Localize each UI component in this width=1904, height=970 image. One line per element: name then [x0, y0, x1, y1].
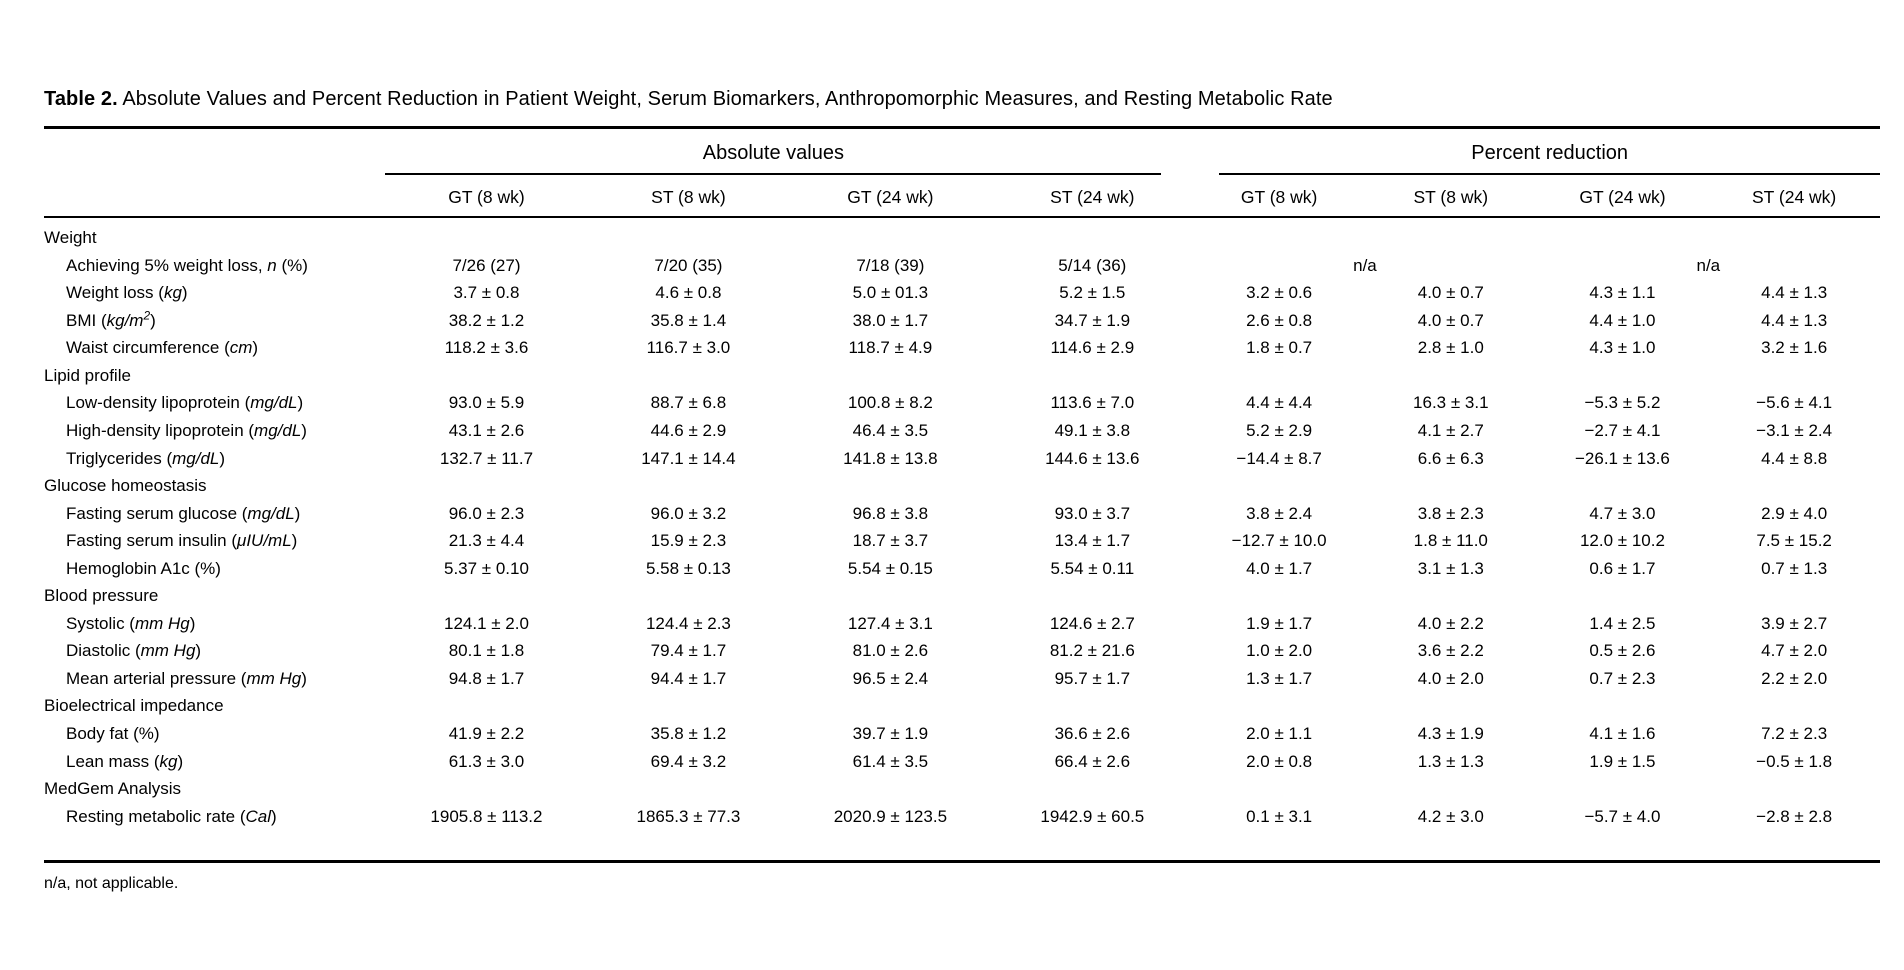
value-cell: 4.0 ± 0.7	[1417, 310, 1484, 330]
value-cell: 116.7 ± 3.0	[646, 338, 731, 358]
row-label-part: Systolic (	[66, 613, 135, 633]
row-label-part: )	[189, 613, 196, 633]
value-cell: 118.2 ± 3.6	[444, 338, 529, 358]
row-label-part: mg/dL	[250, 393, 298, 413]
section-row	[44, 362, 1880, 390]
section-label: MedGem Analysis	[44, 779, 181, 799]
data-row	[44, 417, 1880, 445]
value-cell: 34.7 ± 1.9	[1054, 310, 1131, 330]
row-label-part: mg/dL	[247, 503, 295, 523]
value-cell: 94.8 ± 1.7	[448, 668, 525, 688]
value-cell: 5.54 ± 0.15	[847, 558, 933, 578]
value-cell: 0.7 ± 1.3	[1761, 558, 1828, 578]
value-cell: 4.0 ± 2.0	[1417, 668, 1484, 688]
row-label	[44, 445, 385, 473]
row-label-part: High-density lipoprotein (	[66, 420, 255, 440]
data-row	[44, 527, 1880, 555]
row-label	[44, 665, 385, 693]
row-label	[44, 555, 385, 583]
value-cell: −12.7 ± 10.0	[1231, 531, 1327, 551]
value-cell: 95.7 ± 1.7	[1054, 668, 1131, 688]
value-cell: 1.8 ± 11.0	[1413, 531, 1488, 551]
value-cell: 1.3 ± 1.7	[1246, 668, 1313, 688]
data-row	[44, 555, 1880, 583]
value-cell: 2.2 ± 2.0	[1761, 668, 1828, 688]
row-label-part: Weight loss (	[66, 283, 164, 303]
row-label-part: μIU/mL	[237, 531, 292, 551]
value-cell: 15.9 ± 2.3	[650, 531, 727, 551]
row-label	[44, 610, 385, 638]
row-label-part: )	[252, 338, 259, 358]
data-row	[44, 307, 1880, 335]
row-label-part: 2	[143, 308, 151, 323]
section-label: Lipid profile	[44, 365, 131, 385]
value-cell: −5.3 ± 5.2	[1584, 393, 1661, 413]
value-cell: −3.1 ± 2.4	[1756, 420, 1833, 440]
value-cell: 36.6 ± 2.6	[1054, 723, 1131, 743]
value-cell: 4.0 ± 0.7	[1417, 283, 1484, 303]
column-header: ST (24 wk)	[1708, 175, 1880, 217]
value-cell: 4.4 ± 8.8	[1761, 448, 1828, 468]
table-header	[44, 138, 1880, 217]
row-label-part: mg/dL	[254, 420, 302, 440]
row-label-part: mm Hg	[246, 668, 302, 688]
value-cell: 7/26 (27)	[452, 255, 521, 275]
row-label	[44, 279, 385, 307]
column-header: GT (24 wk)	[789, 175, 991, 217]
value-cell: 144.6 ± 13.6	[1045, 448, 1140, 468]
value-cell: 96.0 ± 2.3	[448, 503, 525, 523]
value-cell: 80.1 ± 1.8	[448, 641, 525, 661]
value-cell: 7.5 ± 15.2	[1756, 531, 1832, 551]
row-label-part: Achieving 5% weight loss,	[66, 255, 268, 275]
value-cell: 44.6 ± 2.9	[650, 420, 727, 440]
table-frame	[44, 126, 1880, 863]
row-label-part: kg	[163, 283, 182, 303]
stub-cell	[44, 138, 385, 175]
value-cell: 0.5 ± 2.6	[1589, 641, 1656, 661]
row-label-part: )	[181, 283, 188, 303]
row-label	[44, 500, 385, 528]
table-body	[44, 217, 1880, 830]
section-row	[44, 217, 1880, 252]
value-cell: 96.5 ± 2.4	[852, 668, 929, 688]
row-label	[44, 637, 385, 665]
value-cell: 4.0 ± 1.7	[1246, 558, 1313, 578]
group-label: Percent reduction	[1219, 142, 1880, 175]
data-row	[44, 279, 1880, 307]
row-label-part: Fasting serum glucose (	[66, 503, 248, 523]
row-label	[44, 527, 385, 555]
value-cell: 7/20 (35)	[654, 255, 723, 275]
value-cell: n/a	[1353, 255, 1377, 275]
row-label-part: mm Hg	[140, 641, 196, 661]
value-cell: 3.2 ± 0.6	[1246, 283, 1313, 303]
column-header-row	[44, 175, 1880, 217]
value-cell: 41.9 ± 2.2	[448, 723, 525, 743]
value-cell: 21.3 ± 4.4	[448, 531, 525, 551]
row-label-part: )	[291, 531, 298, 551]
value-cell: 81.0 ± 2.6	[852, 641, 929, 661]
column-header: ST (8 wk)	[1365, 175, 1537, 217]
column-header: ST (24 wk)	[991, 175, 1193, 217]
value-cell: 114.6 ± 2.9	[1050, 338, 1135, 358]
data-row	[44, 445, 1880, 473]
value-cell: 5.58 ± 0.13	[645, 558, 731, 578]
value-cell: 5.0 ± 01.3	[852, 283, 929, 303]
value-cell: 0.6 ± 1.7	[1589, 558, 1656, 578]
value-cell: 0.7 ± 2.3	[1589, 668, 1656, 688]
row-label-part: cm	[229, 338, 253, 358]
value-cell: 43.1 ± 2.6	[448, 420, 525, 440]
section-row	[44, 582, 1880, 610]
row-label	[44, 334, 385, 362]
row-label-part: kg	[159, 751, 178, 771]
row-label	[44, 417, 385, 445]
value-cell: 1942.9 ± 60.5	[1040, 806, 1145, 826]
row-label-part: )	[219, 448, 226, 468]
row-label-part: Lean mass (	[66, 751, 160, 771]
row-label-part: )	[294, 503, 301, 523]
value-cell: 7/18 (39)	[856, 255, 925, 275]
row-label	[44, 389, 385, 417]
value-cell: 46.4 ± 3.5	[852, 420, 929, 440]
footnote: n/a, not applicable.	[44, 875, 179, 893]
value-cell: 147.1 ± 14.4	[641, 448, 736, 468]
value-cell: 3.6 ± 2.2	[1417, 641, 1484, 661]
value-cell: 2.9 ± 4.0	[1761, 503, 1828, 523]
value-cell: 4.6 ± 0.8	[655, 283, 722, 303]
row-label-part: )	[150, 310, 156, 330]
column-header: GT (8 wk)	[1193, 175, 1365, 217]
row-label-part: Body fat (%)	[66, 723, 160, 743]
row-label-part: Low-density lipoprotein (	[66, 393, 251, 413]
row-label-part: )	[301, 668, 307, 688]
value-cell: −2.8 ± 2.8	[1756, 806, 1833, 826]
row-label-part: mm Hg	[134, 613, 190, 633]
results-table	[44, 138, 1880, 830]
row-label-part: Fasting serum insulin (	[66, 531, 238, 551]
value-cell: 4.3 ± 1.9	[1417, 723, 1484, 743]
value-cell: 79.4 ± 1.7	[650, 641, 727, 661]
value-cell: 4.7 ± 2.0	[1761, 641, 1828, 661]
value-cell: 1.9 ± 1.5	[1589, 751, 1656, 771]
section-label: Glucose homeostasis	[44, 476, 207, 496]
value-cell: 124.6 ± 2.7	[1049, 613, 1135, 633]
value-cell: 5.2 ± 2.9	[1246, 420, 1313, 440]
value-cell: 18.7 ± 3.7	[852, 531, 929, 551]
value-cell: 4.2 ± 3.0	[1417, 806, 1484, 826]
value-cell: 93.0 ± 5.9	[448, 393, 525, 413]
value-cell: 2.0 ± 1.1	[1246, 723, 1313, 743]
value-cell: 35.8 ± 1.4	[650, 310, 727, 330]
value-cell: 38.0 ± 1.7	[852, 310, 929, 330]
data-row	[44, 748, 1880, 776]
data-row	[44, 803, 1880, 831]
value-cell: −5.7 ± 4.0	[1584, 806, 1661, 826]
value-cell: 1.3 ± 1.3	[1417, 751, 1484, 771]
data-row	[44, 720, 1880, 748]
row-label-part: Resting metabolic rate (	[66, 806, 246, 826]
value-cell: 5.37 ± 0.10	[443, 558, 529, 578]
value-cell: 3.8 ± 2.4	[1246, 503, 1313, 523]
value-cell: −0.5 ± 1.8	[1756, 751, 1833, 771]
data-row	[44, 665, 1880, 693]
row-label	[44, 252, 385, 280]
data-row	[44, 252, 1880, 280]
section-label: Weight	[44, 228, 97, 248]
value-cell: 4.0 ± 2.2	[1417, 613, 1484, 633]
value-cell: 66.4 ± 2.6	[1054, 751, 1131, 771]
row-label-part: kg/m	[106, 310, 144, 330]
row-label-part: Mean arterial pressure (	[66, 668, 247, 688]
data-row	[44, 637, 1880, 665]
value-cell: 2.6 ± 0.8	[1246, 310, 1313, 330]
value-cell: 12.0 ± 10.2	[1579, 531, 1665, 551]
value-cell: 127.4 ± 3.1	[847, 613, 933, 633]
section-label: Blood pressure	[44, 586, 159, 606]
value-cell: 93.0 ± 3.7	[1054, 503, 1131, 523]
value-cell: 69.4 ± 3.2	[650, 751, 727, 771]
row-label-part: Cal	[245, 806, 272, 826]
value-cell: 81.2 ± 21.6	[1049, 641, 1135, 661]
row-label-part: )	[297, 393, 304, 413]
value-cell: 124.1 ± 2.0	[443, 613, 529, 633]
value-cell: 4.3 ± 1.1	[1589, 283, 1656, 303]
row-label-part: (%)	[276, 255, 308, 275]
group-label: Absolute values	[385, 142, 1161, 175]
row-label	[44, 720, 385, 748]
value-cell: 4.4 ± 4.4	[1246, 393, 1313, 413]
value-cell: 39.7 ± 1.9	[852, 723, 929, 743]
value-cell: 1865.3 ± 77.3	[636, 806, 741, 826]
row-label-part: BMI (	[66, 310, 107, 330]
value-cell: 3.1 ± 1.3	[1417, 558, 1484, 578]
value-cell: 141.8 ± 13.8	[843, 448, 938, 468]
value-cell: −5.6 ± 4.1	[1756, 393, 1833, 413]
row-label-part: )	[271, 806, 277, 826]
data-row	[44, 610, 1880, 638]
row-label-part: )	[177, 751, 184, 771]
row-label-part: Triglycerides (	[66, 448, 173, 468]
value-cell: 113.6 ± 7.0	[1050, 393, 1135, 413]
value-cell: −14.4 ± 8.7	[1236, 448, 1322, 468]
value-cell: 124.4 ± 2.3	[645, 613, 731, 633]
value-cell: 3.8 ± 2.3	[1417, 503, 1484, 523]
value-cell: 118.7 ± 4.9	[848, 338, 933, 358]
value-cell: 16.3 ± 3.1	[1413, 393, 1489, 413]
value-cell: 2.8 ± 1.0	[1417, 338, 1484, 358]
value-cell: 3.7 ± 0.8	[453, 283, 520, 303]
row-label-part: mg/dL	[172, 448, 220, 468]
row-label	[44, 307, 385, 335]
column-header: GT (24 wk)	[1537, 175, 1709, 217]
data-row	[44, 500, 1880, 528]
value-cell: 5.2 ± 1.5	[1059, 283, 1126, 303]
column-group-row	[44, 138, 1880, 175]
value-cell: 1.4 ± 2.5	[1589, 613, 1656, 633]
row-label-part: Diastolic (	[66, 641, 141, 661]
value-cell: 5.54 ± 0.11	[1050, 558, 1135, 578]
value-cell: 3.2 ± 1.6	[1761, 338, 1828, 358]
table-caption: Absolute Values and Percent Reduction in Patient Weight, Serum Biomarkers, Anthropomorphic Measures, and Resting Metabolic Rate	[122, 88, 1333, 110]
value-cell: 35.8 ± 1.2	[650, 723, 727, 743]
data-row	[44, 334, 1880, 362]
value-cell: 61.4 ± 3.5	[852, 751, 929, 771]
value-cell: 7.2 ± 2.3	[1761, 723, 1828, 743]
table-number: Table 2.	[44, 88, 118, 110]
value-cell: −2.7 ± 4.1	[1584, 420, 1661, 440]
value-cell: 2020.9 ± 123.5	[833, 806, 948, 826]
value-cell: 4.7 ± 3.0	[1589, 503, 1656, 523]
row-label-part: )	[301, 420, 307, 440]
value-cell: 132.7 ± 11.7	[439, 448, 534, 468]
value-cell: 1.9 ± 1.7	[1246, 613, 1313, 633]
value-cell: 1.0 ± 2.0	[1246, 641, 1313, 661]
value-cell: 4.4 ± 1.0	[1589, 310, 1656, 330]
value-cell: 2.0 ± 0.8	[1246, 751, 1313, 771]
row-label-part: n	[267, 255, 277, 275]
stub-cell	[44, 175, 385, 217]
value-cell: 1.8 ± 0.7	[1246, 338, 1313, 358]
column-header: GT (8 wk)	[385, 175, 587, 217]
value-cell: 13.4 ± 1.7	[1054, 531, 1131, 551]
value-cell: 94.4 ± 1.7	[650, 668, 727, 688]
value-cell: 4.4 ± 1.3	[1761, 310, 1828, 330]
value-cell: 4.4 ± 1.3	[1761, 283, 1828, 303]
value-cell: 1905.8 ± 113.2	[430, 806, 543, 826]
value-cell: n/a	[1696, 255, 1721, 275]
value-cell: 38.2 ± 1.2	[448, 310, 525, 330]
value-cell: 96.0 ± 3.2	[650, 503, 727, 523]
section-label: Bioelectrical impedance	[44, 696, 224, 716]
value-cell: 88.7 ± 6.8	[650, 393, 727, 413]
value-cell: 61.3 ± 3.0	[448, 751, 525, 771]
row-label	[44, 803, 385, 831]
value-cell: 6.6 ± 6.3	[1417, 448, 1484, 468]
data-row	[44, 389, 1880, 417]
value-cell: 3.9 ± 2.7	[1761, 613, 1828, 633]
value-cell: −26.1 ± 13.6	[1574, 448, 1670, 468]
value-cell: 4.3 ± 1.0	[1589, 338, 1656, 358]
value-cell: 96.8 ± 3.8	[852, 503, 929, 523]
table-title	[44, 88, 1884, 111]
value-cell: 0.1 ± 3.1	[1246, 806, 1313, 826]
value-cell: 4.1 ± 1.6	[1589, 723, 1656, 743]
column-header: ST (8 wk)	[587, 175, 789, 217]
value-cell: 49.1 ± 3.8	[1054, 420, 1131, 440]
group-percent-reduction	[1193, 138, 1880, 175]
row-label-part: Hemoglobin A1c (%)	[66, 558, 221, 578]
section-row	[44, 775, 1880, 803]
row-label-part: Waist circumference (	[66, 338, 230, 358]
value-cell: 4.1 ± 2.7	[1417, 420, 1484, 440]
value-cell: 5/14 (36)	[1058, 255, 1127, 275]
section-row	[44, 472, 1880, 500]
value-cell: 100.8 ± 8.2	[847, 393, 933, 413]
row-label-part: )	[195, 641, 202, 661]
section-row	[44, 692, 1880, 720]
row-label	[44, 748, 385, 776]
group-absolute-values	[385, 138, 1193, 175]
